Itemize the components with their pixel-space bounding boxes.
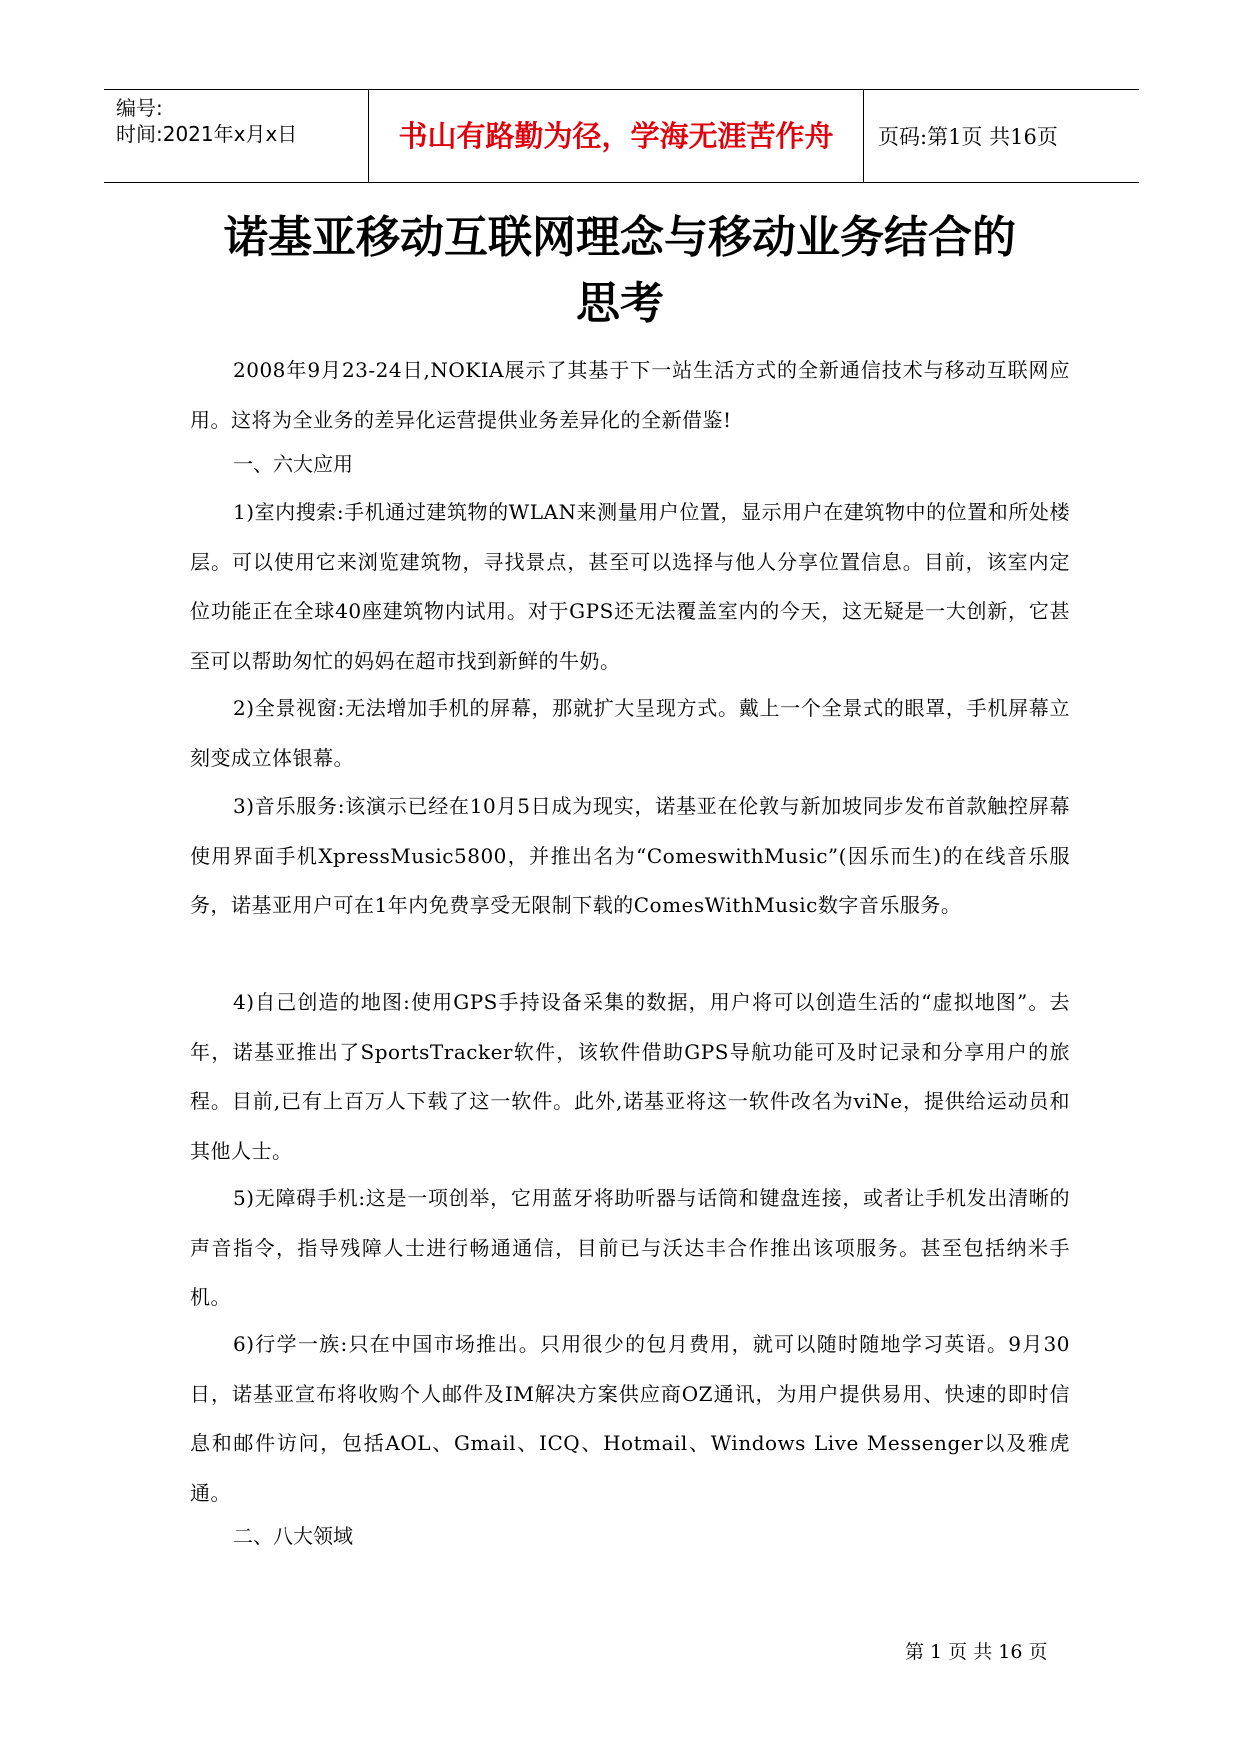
header-motto-cell: [368, 90, 864, 182]
header-page-info: 页码:第1页 共16页: [878, 125, 1058, 149]
paragraph-music-service: 3)音乐服务:该演示已经在10月5日成为现实，诺基亚在伦敦与新加坡同步发布首款触控屏幕使用界面手机XpressMusic5800，并推出名为“ComeswithMusic”(因乐而生)的在线音乐服务，诺基亚用户可在1年内免费享受无限制下载的ComesWithMusic数字音乐服务。: [190, 794, 1070, 917]
document-number-label: 编号:: [116, 96, 163, 120]
page-header: [104, 89, 1139, 183]
document-title-line-2: 思考: [576, 278, 664, 329]
section-heading-1: 一、六大应用: [233, 452, 353, 476]
page-footer-number: 第 1 页 共 16 页: [905, 1641, 1048, 1663]
paragraph-panorama: 2)全景视窗:无法增加手机的屏幕，那就扩大呈现方式。戴上一个全景式的眼罩，手机屏幕立刻变成立体银幕。: [190, 696, 1070, 770]
paragraph-indoor-search: 1)室内搜索:手机通过建筑物的WLAN来测量用户位置，显示用户在建筑物中的位置和所处楼层。可以使用它来浏览建筑物，寻找景点，甚至可以选择与他人分享位置信息。目前，该室内定位功能正在全球40座建筑物内试用。对于GPS还无法覆盖室内的今天，这无疑是一大创新，它甚至可以帮助匆忙的妈妈在超市找到新鲜的牛奶。: [190, 500, 1070, 673]
header-meta-cell: [104, 90, 368, 182]
paragraph-learning: 6)行学一族:只在中国市场推出。只用很少的包月费用，就可以随时随地学习英语。9月30日，诺基亚宣布将收购个人邮件及IM解决方案供应商OZ通讯，为用户提供易用、快速的即时信息和邮件访问，包括AOL、Gmail、ICQ、Hotmail、Windows Live Messenger以及雅虎通。: [190, 1332, 1070, 1505]
header-pageinfo-cell: [864, 90, 1139, 182]
paragraph-accessible-phone: 5)无障碍手机:这是一项创举，它用蓝牙将助听器与话筒和键盘连接，或者让手机发出清晰的声音指令，指导残障人士进行畅通通信，目前已与沃达丰合作推出该项服务。甚至包括纳米手机。: [190, 1186, 1070, 1309]
intro-paragraph: 2008年9月23-24日,NOKIA展示了其基于下一站生活方式的全新通信技术与移动互联网应用。这将为全业务的差异化运营提供业务差异化的全新借鉴!: [190, 358, 1070, 432]
section-heading-2: 二、八大领域: [233, 1524, 353, 1548]
document-time-label: 时间:2021年x月x日: [116, 122, 298, 146]
document-title-line-1: 诺基亚移动互联网理念与移动业务结合的: [224, 212, 1016, 263]
header-motto: 书山有路勤为径，学海无涯苦作舟: [398, 119, 834, 153]
paragraph-custom-map: 4)自己创造的地图:使用GPS手持设备采集的数据，用户将可以创造生活的“虚拟地图”。去年，诺基亚推出了SportsTracker软件，该软件借助GPS导航功能可及时记录和分享用户的旅程。目前,已有上百万人下载了这一软件。此外,诺基亚将这一软件改名为viNe，提供给运动员和其他人士。: [190, 990, 1070, 1163]
